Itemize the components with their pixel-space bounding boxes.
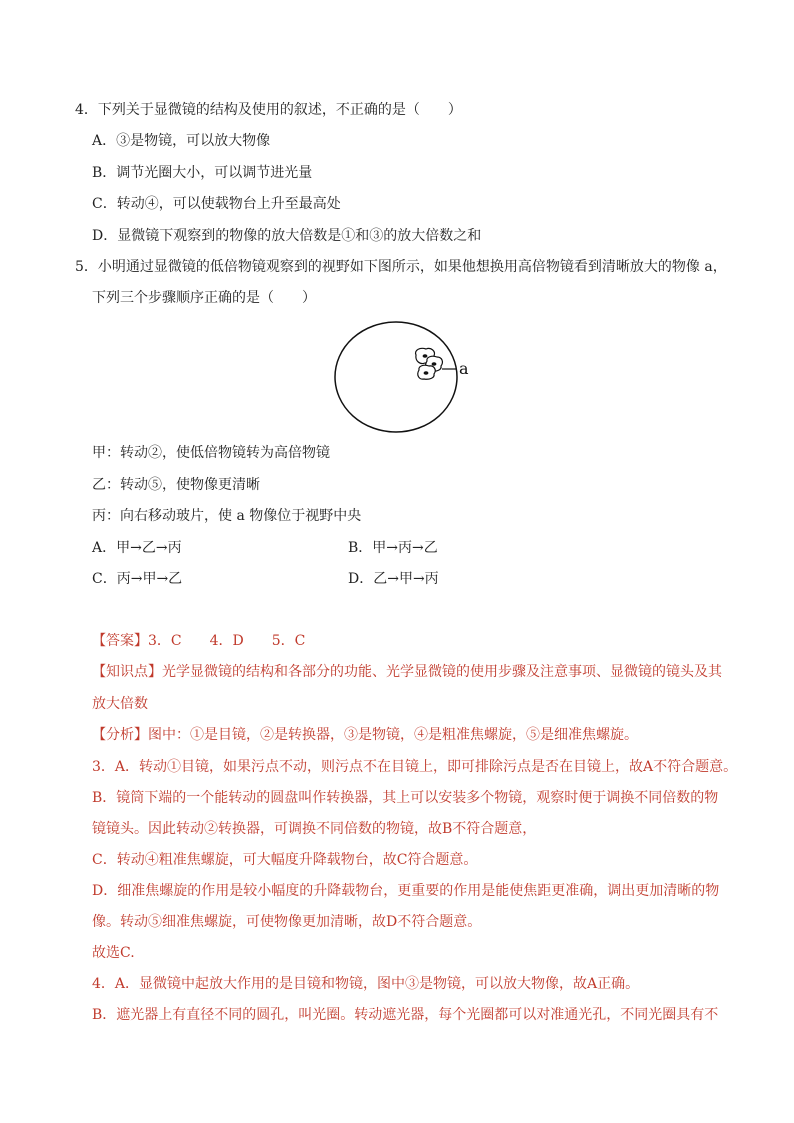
explain-line-3: 镜镜头。因此转动②转换器，可调换不同倍数的物镜，故B不符合题意， (92, 821, 537, 837)
answer-line (92, 631, 305, 651)
q4-option-b: B．调节光圈大小，可以调节进光量 (92, 165, 313, 181)
knowledge-line-1 (92, 662, 722, 682)
figure-label-a: a (459, 359, 469, 378)
q5-step-yi: 乙：转动⑤，使物像更清晰 (92, 477, 260, 493)
explain-line-9: B．遮光器上有直径不同的圆孔，叫光圈。转动遮光器，每个光圈都可以对准通光孔，不同光圈具有不 (92, 1007, 719, 1023)
explain-line-6: 像。转动⑤细准焦螺旋，可使物像更加清晰，故D不符合题意。 (92, 914, 482, 930)
q5-option-b: B．甲→丙→乙 (348, 540, 438, 556)
cell-cluster-a (416, 348, 443, 379)
q4-option-c: C．转动④，可以使载物台上升至最高处 (92, 196, 341, 212)
microscope-view-figure (330, 317, 490, 437)
analysis-text: 图中：①是目镜，②是转换器，③是物镜，④是粗准焦螺旋，⑤是细准焦螺旋。 (148, 727, 638, 743)
q4-option-d: D．显微镜下观察到的物像的放大倍数是①和③的放大倍数之和 (92, 228, 482, 244)
answer-label: 【答案】 (92, 633, 148, 649)
field-of-view-circle (335, 322, 457, 432)
explain-line-8: 4．A．显微镜中起放大作用的是目镜和物镜，图中③是物镜，可以放大物像，故A正确。 (92, 976, 640, 992)
knowledge-text-1: 光学显微镜的结构和各部分的功能、光学显微镜的使用步骤及注意事项、显微镜的镜头及其 (162, 664, 722, 680)
q5-step-bing: 丙：向右移动玻片，使 a 物像位于视野中央 (92, 508, 362, 524)
q5-stem-line2: 下列三个步骤顺序正确的是（ ） (92, 290, 316, 306)
answer-text: 3．C 4．D 5．C (148, 633, 306, 649)
explain-line-2: B．镜筒下端的一个能转动的圆盘叫作转换器，其上可以安装多个物镜，观察时便于调换不同倍数的物 (92, 790, 719, 806)
analysis-line (92, 725, 638, 745)
knowledge-line-2: 放大倍数 (92, 696, 148, 712)
q5-option-c: C．丙→甲→乙 (92, 571, 183, 587)
analysis-label: 【分析】 (92, 727, 148, 743)
q5-option-a: A．甲→乙→丙 (92, 540, 182, 556)
q5-option-d: D．乙→甲→丙 (348, 571, 439, 587)
explain-line-5: D．细准焦螺旋的作用是较小幅度的升降载物台，更重要的作用是能使焦距更准确，调出更加清晰的物 (92, 883, 720, 899)
q4-stem: 4．下列关于显微镜的结构及使用的叙述，不正确的是（ ） (75, 102, 462, 118)
explain-line-1: 3．A．转动①目镜，如果污点不动，则污点不在目镜上，即可排除污点是否在目镜上，故A不符合题意。 (92, 759, 738, 775)
q5-step-jia: 甲：转动②，使低倍物镜转为高倍物镜 (92, 445, 330, 461)
explain-line-4: C．转动④粗准焦螺旋，可大幅度升降载物台，故C符合题意。 (92, 852, 478, 868)
knowledge-label: 【知识点】 (92, 664, 162, 680)
q5-stem-line1: 5．小明通过显微镜的低倍物镜观察到的视野如下图所示，如果他想换用高倍物镜看到清晰放大的物像 a， (75, 259, 727, 275)
explain-line-7: 故选C. (92, 945, 135, 961)
q4-option-a: A．③是物镜，可以放大物像 (92, 133, 271, 149)
